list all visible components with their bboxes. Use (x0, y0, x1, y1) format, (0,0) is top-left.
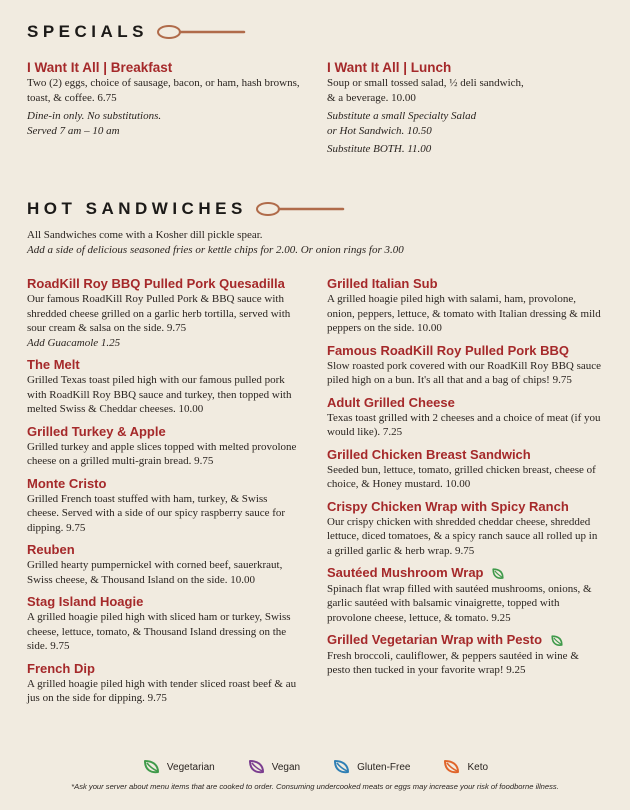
item-desc: Seeded bun, lettuce, tomato, grilled chicken breast, cheese of choice, & Honey mustard. 10.00 (327, 463, 596, 490)
legend-vegetarian (142, 758, 215, 776)
lunch-note-2: or Hot Sandwich. 10.50 (327, 124, 432, 137)
item-title-row (327, 565, 602, 582)
breakfast-special (27, 60, 307, 138)
item-title: Reuben (27, 542, 75, 557)
item-title-row (327, 632, 602, 649)
item-desc: Fresh broccoli, cauliflower, & peppers sautéed in wine & pesto then tucked in your favorite wrap! 9.25 (327, 649, 579, 677)
item-desc: Grilled Texas toast piled high with our famous pulled pork with RoadKill Roy BBQ sauce and turkey, then topped with melted Swiss & Cheddar cheeses. 10.00 (27, 374, 292, 415)
item-desc: A grilled hoagie piled high with tender sliced roast beef & au jus on the side for dipping. 9.75 (27, 677, 297, 704)
intro-line: All Sandwiches come with a Kosher dill pickle spear. (27, 229, 263, 241)
legend-vegan (247, 758, 300, 776)
specials-heading: SPECIALS (27, 22, 149, 41)
breakfast-hours: Served 7 am – 10 am (27, 124, 120, 137)
menu-item (27, 661, 297, 706)
right-menu-column (327, 276, 602, 685)
item-title: Famous RoadKill Roy Pulled Pork BBQ (327, 342, 569, 358)
item-title: Sautéed Mushroom Wrap (327, 565, 484, 580)
item-title: RoadKill Roy BBQ Pulled Pork Quesadilla (27, 276, 285, 291)
menu-item (327, 632, 602, 678)
item-title: French Dip (27, 660, 95, 676)
vegan-leaf-icon (247, 758, 267, 776)
item-title: Grilled Chicken Breast Sandwich (327, 446, 531, 462)
breakfast-title: I Want It All | Breakfast (27, 60, 173, 75)
menu-item (327, 276, 602, 336)
menu-item (327, 447, 602, 492)
item-desc: A grilled hoagie piled high with salami, ham, provolone, onion, peppers, lettuce, & tomato with Italian dressing & mild peppers on the side. 10.00 (327, 293, 601, 334)
menu-item (327, 499, 602, 559)
lunch-title: I Want It All | Lunch (327, 60, 452, 75)
keto-leaf-icon (442, 758, 462, 776)
menu-item (327, 395, 602, 440)
breakfast-desc: Two (2) eggs, choice of sausage, bacon, or ham, hash browns, toast, & coffee. 6.75 (27, 77, 300, 104)
spoon-icon (255, 200, 345, 218)
item-desc: Slow roasted pork covered with our RoadKill Roy BBQ sauce piled high on a bun. It's all that and a bag of chips! 9.75 (327, 359, 602, 386)
lunch-desc: Soup or small tossed salad, ½ deli sandwich, (327, 77, 524, 89)
item-title: Stag Island Hoagie (27, 594, 144, 609)
item-title: Monte Cristo (27, 475, 107, 491)
lunch-special (327, 60, 617, 157)
item-desc: Spinach flat wrap filled with sautéed mushrooms, onions, & garlic sautéed with balsamic vinaigrette, topped with provolone cheese, lettuce, & tomato. 9.25 (327, 582, 592, 624)
hot-sandwiches-intro (27, 228, 617, 257)
item-desc: Our crispy chicken with shredded cheddar cheese, shredded lettuce, diced tomatoes, & a spicy ranch sauce all rolled up in a grilled garlic & herb wrap. 9.75 (327, 515, 598, 557)
menu-item (327, 565, 602, 625)
hot-sandwiches-header (27, 199, 345, 219)
item-title: Crispy Chicken Wrap with Spicy Ranch (327, 498, 569, 514)
gluten-free-leaf-icon (332, 758, 352, 776)
breakfast-note: Dine-in only. No substitutions. (27, 110, 162, 122)
legend-label: Vegetarian (166, 761, 215, 773)
menu-item (27, 594, 297, 654)
item-desc: Our famous RoadKill Roy Pulled Pork & BBQ sauce with shredded cheese grilled on a garlic herb tortilla, served with sour cream & salsa on the side. 9.75 (27, 293, 291, 334)
menu-item (27, 542, 297, 587)
legend-gluten-free (332, 758, 410, 776)
menu-item (327, 343, 602, 388)
food-safety-disclaimer: *Ask your server about menu items that are cooked to order. Consuming undercooked meats or eggs may increase your risk of foodborne illness. (71, 782, 559, 791)
item-title: Adult Grilled Cheese (327, 394, 455, 410)
item-title: The Melt (27, 357, 80, 372)
vegetarian-leaf-icon (490, 566, 506, 582)
dietary-legend (0, 758, 630, 776)
legend-label: Gluten-Free (357, 761, 411, 773)
lunch-note: Substitute a small Specialty Salad (327, 110, 477, 122)
item-desc: Texas toast grilled with 2 cheeses and a choice of meat (if you would like). 7.25 (327, 411, 601, 438)
item-title: Grilled Vegetarian Wrap with Pesto (327, 632, 543, 648)
lunch-note-3: Substitute BOTH. 11.00 (327, 143, 432, 155)
item-desc: Grilled hearty pumpernickel with corned beef, sauerkraut, Swiss cheese, & Thousand Island on the side. 10.00 (27, 559, 283, 586)
menu-item (27, 476, 297, 536)
menu-item (27, 424, 297, 469)
item-title: Grilled Turkey & Apple (27, 423, 166, 439)
intro-sides-note: Add a side of delicious seasoned fries or kettle chips for 2.00. Or onion rings for 3.00 (27, 243, 404, 256)
specials-header (27, 22, 246, 42)
item-title: Grilled Italian Sub (327, 276, 438, 291)
menu-item (27, 276, 297, 350)
spoon-icon (156, 23, 246, 41)
legend-keto (442, 758, 488, 776)
menu-item (27, 357, 297, 417)
item-note: Add Guacamole 1.25 (27, 336, 121, 349)
vegetarian-leaf-icon (142, 758, 162, 776)
hot-sandwiches-heading: HOT SANDWICHES (27, 199, 247, 218)
legend-label: Vegan (271, 761, 301, 773)
legend-label: Keto (467, 761, 489, 773)
item-desc: A grilled hoagie piled high with sliced ham or turkey, Swiss cheese, lettuce, tomato, & Thousand Island dressing on the side. 9.75 (27, 611, 291, 652)
vegetarian-leaf-icon (549, 633, 565, 649)
lunch-desc-2: & a beverage. 10.00 (327, 91, 416, 104)
left-menu-column (27, 276, 297, 713)
item-desc: Grilled turkey and apple slices topped with melted provolone cheese on a grilled multi-grain bread. 9.75 (27, 440, 297, 467)
item-desc: Grilled French toast stuffed with ham, turkey, & Swiss cheese. Served with a side of our spicy raspberry sauce for dipping. 9.75 (27, 492, 286, 534)
